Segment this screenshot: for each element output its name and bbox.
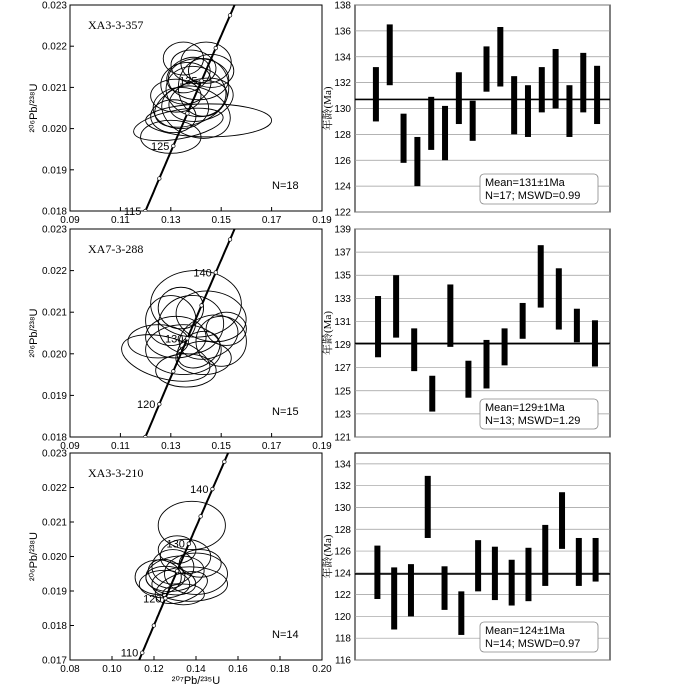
y-axis-label: 年龄(Ma)	[322, 534, 334, 579]
y-tick-label: 132	[334, 78, 351, 90]
y-tick-label: 0.021	[41, 517, 67, 529]
age-marker	[228, 238, 232, 242]
sample-name: XA3-3-210	[88, 466, 144, 480]
age-bar	[484, 46, 490, 91]
mean-stat: Mean=129±1Ma	[485, 402, 565, 414]
age-bar	[374, 546, 380, 599]
y-tick-label: 130	[334, 502, 351, 514]
y-tick-label: 126	[334, 546, 351, 558]
n-label: N=15	[272, 406, 299, 418]
y-tick-label: 139	[334, 224, 351, 236]
y-tick-label: 124	[334, 181, 351, 193]
n-mswd-stat: N=13; MSWD=1.29	[485, 415, 581, 427]
x-tick-label: 0.13	[161, 215, 181, 226]
age-marker	[158, 177, 162, 181]
x-tick-label: 0.12	[144, 664, 164, 675]
age-bar	[509, 560, 515, 606]
n-label: N=14	[272, 629, 299, 641]
y-tick-label: 124	[334, 568, 351, 580]
x-tick-label: 0.19	[312, 441, 332, 452]
age-bar	[502, 328, 508, 365]
age-marker	[152, 624, 156, 628]
age-panel-2	[320, 225, 610, 444]
sample-name: XA3-3-357	[88, 18, 144, 32]
y-tick-label: 121	[334, 432, 351, 444]
age-bar	[393, 275, 399, 337]
age-bar	[442, 106, 448, 160]
y-tick-label: 0.023	[41, 448, 67, 460]
concordia-age-label: 120	[143, 593, 162, 606]
y-tick-label: 0.023	[41, 224, 67, 236]
x-tick-label: 0.17	[261, 441, 282, 452]
concordia-age-label: 130	[166, 538, 185, 551]
y-tick-label: 135	[334, 270, 351, 282]
x-tick-label: 0.09	[60, 215, 80, 226]
age-bar	[594, 66, 600, 124]
y-tick-label: 122	[334, 207, 351, 219]
age-bar	[470, 101, 476, 141]
age-bar	[442, 566, 448, 610]
y-tick-label: 138	[334, 0, 351, 12]
age-bar	[580, 53, 586, 113]
y-axis-label: ²⁰⁶Pb/²³⁸U	[28, 531, 40, 582]
y-tick-label: 0.022	[41, 266, 67, 278]
x-axis-label: ²⁰⁷Pb/²³⁵U	[171, 675, 221, 685]
x-tick-label: 0.20	[312, 664, 332, 675]
y-tick-label: 128	[334, 129, 351, 141]
age-marker	[214, 46, 218, 50]
age-bar	[458, 591, 464, 635]
age-bar	[475, 540, 481, 591]
y-axis-label: 年龄(Ma)	[322, 311, 334, 355]
y-tick-label: 129	[334, 340, 351, 352]
y-tick-label: 130	[334, 104, 351, 115]
age-bar	[593, 538, 599, 582]
y-tick-label: 120	[334, 611, 351, 623]
y-tick-label: 126	[334, 155, 351, 167]
age-bar	[456, 72, 462, 124]
y-axis-label: ²⁰⁶Pb/²³⁸U	[28, 308, 40, 358]
age-bar	[408, 564, 414, 616]
age-bar	[539, 67, 545, 112]
age-marker	[211, 487, 215, 491]
age-panel-3	[320, 453, 610, 667]
y-tick-label: 0.018	[41, 206, 67, 218]
age-bar	[401, 114, 407, 163]
age-bar	[414, 137, 420, 186]
y-tick-label: 0.021	[41, 307, 67, 319]
y-tick-label: 137	[334, 247, 351, 259]
age-bar	[411, 328, 417, 371]
concordia-age-label: 110	[120, 647, 139, 660]
y-tick-label: 125	[334, 386, 351, 398]
y-tick-label: 0.022	[41, 41, 67, 53]
y-tick-label: 131	[334, 316, 351, 328]
age-bar	[428, 97, 434, 150]
y-tick-label: 0.020	[41, 124, 67, 136]
age-bar	[425, 476, 431, 538]
mean-stat: Mean=131±1Ma	[485, 177, 565, 189]
x-tick-label: 0.13	[161, 441, 181, 452]
age-bar	[391, 567, 397, 629]
y-tick-label: 116	[335, 655, 351, 667]
age-bar	[375, 296, 381, 357]
age-bar	[497, 27, 503, 87]
age-marker	[214, 271, 218, 275]
y-tick-label: 0.021	[41, 82, 67, 94]
age-bar	[576, 538, 582, 586]
concordia-age-label: 140	[193, 267, 212, 280]
age-bar	[387, 24, 393, 85]
mean-stat: Mean=124±1Ma	[485, 625, 565, 637]
x-tick-label: 0.11	[111, 215, 130, 226]
n-mswd-stat: N=17; MSWD=0.99	[485, 190, 581, 202]
age-bar	[465, 361, 471, 398]
y-tick-label: 0.019	[41, 390, 67, 402]
x-tick-label: 0.08	[60, 664, 80, 675]
y-tick-label: 127	[334, 363, 351, 375]
x-tick-label: 0.14	[186, 664, 206, 675]
age-bar	[447, 284, 453, 346]
y-axis-label: ²⁰⁶Pb/²³⁸U	[28, 83, 40, 133]
y-tick-label: 0.023	[41, 0, 67, 12]
age-bar	[559, 492, 565, 549]
y-tick-label: 0.018	[41, 432, 67, 444]
x-tick-label: 0.16	[228, 664, 248, 675]
age-bar	[429, 376, 435, 412]
y-tick-label: 0.020	[41, 349, 67, 361]
y-tick-label: 136	[334, 26, 351, 38]
x-tick-label: 0.10	[102, 664, 122, 675]
age-marker	[186, 112, 190, 116]
age-bar	[542, 525, 548, 586]
x-tick-label: 0.11	[111, 441, 130, 452]
age-marker	[140, 651, 144, 655]
age-bar	[574, 309, 580, 343]
y-tick-label: 0.022	[41, 483, 67, 494]
y-tick-label: 0.018	[41, 621, 67, 632]
age-bar	[484, 340, 490, 389]
concordia-age-label: 130	[165, 333, 184, 346]
concordia-age-label: 135	[179, 75, 198, 88]
concordia-age-label: 140	[190, 484, 209, 497]
concordia-age-label: 120	[136, 399, 156, 412]
sample-name: XA7-3-288	[88, 242, 144, 256]
age-marker	[175, 569, 179, 573]
age-marker	[223, 460, 227, 464]
concordia-age-label: 115	[123, 206, 142, 219]
x-tick-label: 0.19	[312, 215, 332, 226]
age-marker	[172, 369, 176, 373]
y-tick-label: 0.020	[41, 552, 67, 563]
y-tick-label: 128	[334, 524, 351, 536]
y-axis-label: 年龄(Ma)	[322, 86, 334, 131]
age-bar	[373, 67, 379, 121]
age-panel-1	[320, 1, 610, 219]
age-bar	[520, 303, 526, 339]
y-tick-label: 134	[334, 52, 351, 64]
x-tick-label: 0.18	[270, 664, 290, 675]
x-tick-label: 0.17	[261, 215, 282, 226]
age-bar	[511, 76, 517, 134]
y-tick-label: 132	[334, 481, 351, 493]
age-marker	[200, 304, 204, 308]
age-marker	[200, 79, 204, 83]
x-tick-label: 0.09	[60, 441, 80, 452]
age-bar	[525, 85, 531, 137]
y-tick-label: 0.017	[41, 655, 67, 667]
age-bar	[556, 268, 562, 329]
age-marker	[199, 515, 203, 519]
y-tick-label: 134	[334, 459, 351, 471]
age-marker	[172, 144, 176, 148]
age-bar	[566, 85, 572, 137]
age-marker	[187, 542, 191, 546]
n-label: N=18	[272, 180, 299, 192]
age-marker	[158, 402, 162, 406]
y-tick-label: 0.019	[41, 165, 67, 177]
y-tick-label: 118	[335, 633, 351, 645]
y-tick-label: 0.019	[41, 586, 67, 598]
age-marker	[228, 14, 232, 18]
y-tick-label: 122	[334, 590, 351, 602]
y-tick-label: 133	[334, 293, 351, 305]
concordia-age-label: 125	[150, 140, 170, 153]
y-tick-label: 123	[334, 409, 351, 421]
age-bar	[538, 245, 544, 307]
age-marker	[164, 596, 168, 600]
age-marker	[186, 337, 190, 341]
n-mswd-stat: N=14; MSWD=0.97	[485, 638, 581, 650]
x-tick-label: 0.15	[211, 441, 231, 452]
x-tick-label: 0.15	[211, 215, 231, 226]
